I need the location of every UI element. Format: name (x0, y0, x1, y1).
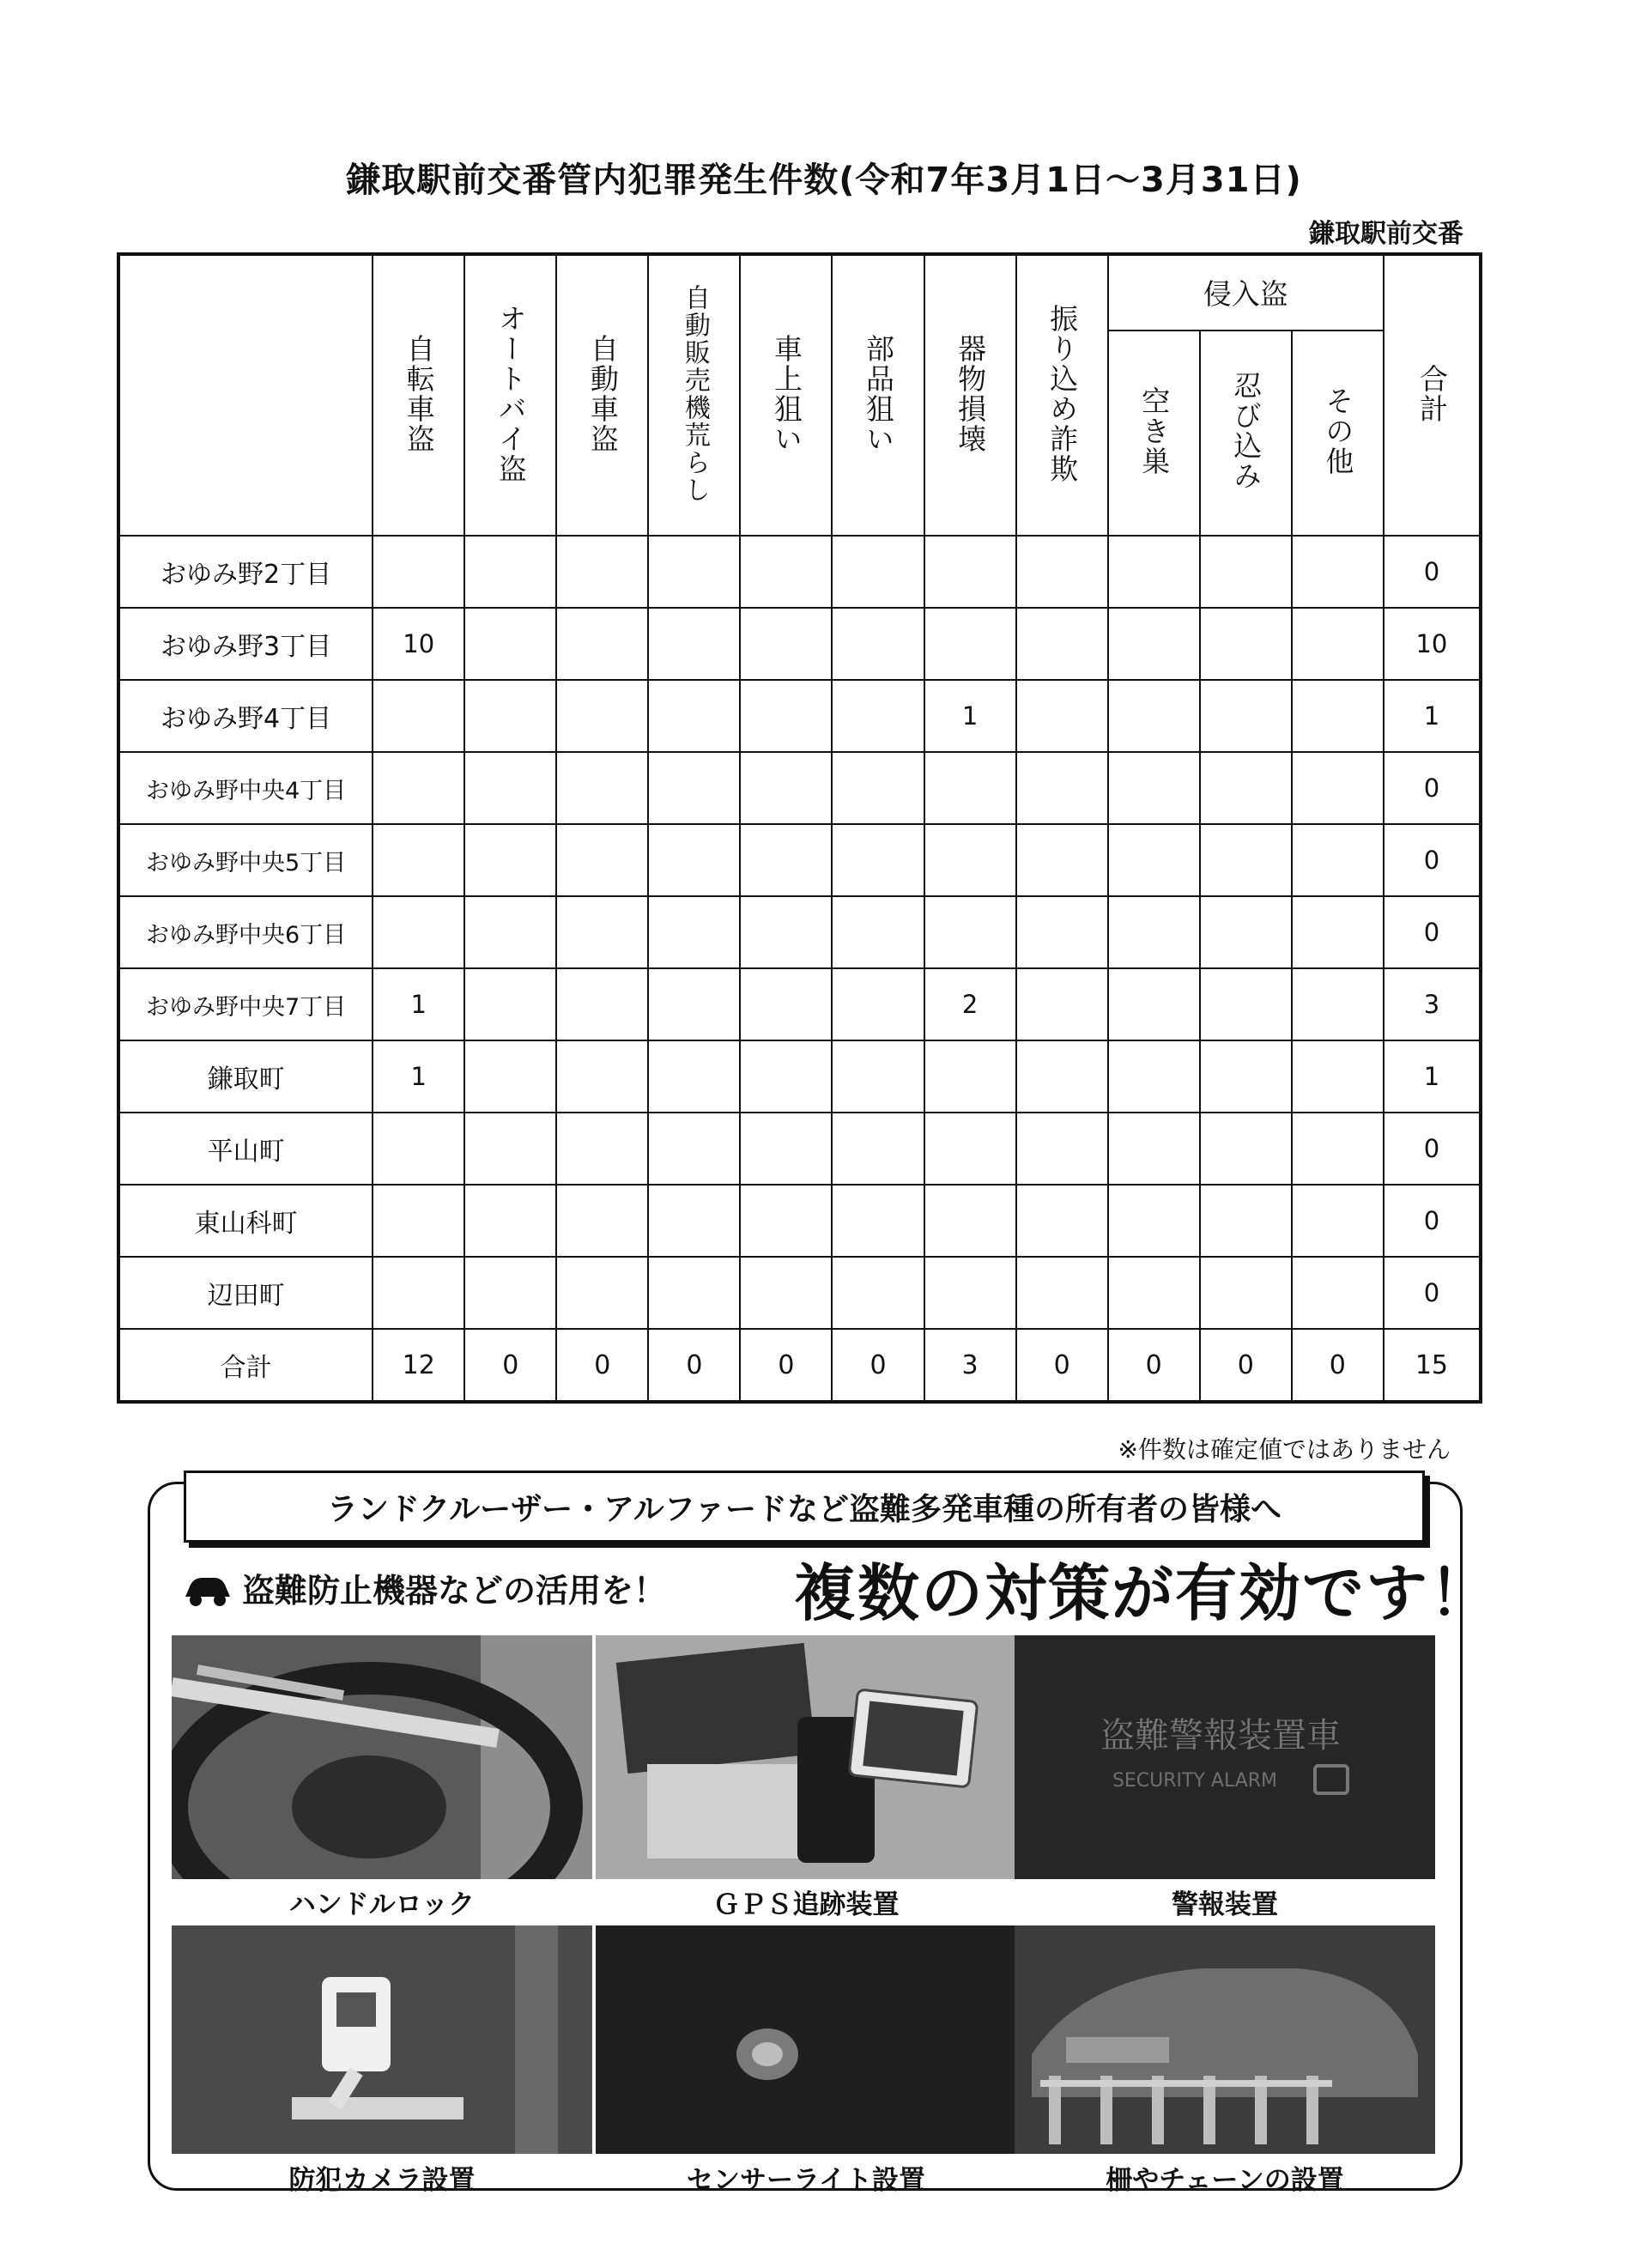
count-cell (1108, 824, 1200, 896)
page-title: 鎌取駅前交番管内犯罪発生件数(令和7年3月1日～3月31日) (346, 161, 1302, 200)
row-total-cell: 0 (1384, 536, 1481, 608)
flyer-headline: 複数の対策が有効です！ (794, 1557, 1494, 1629)
count-cell (1292, 968, 1384, 1040)
count-cell (556, 1185, 648, 1257)
area-name-cell: おゆみ野中央6丁目 (118, 896, 373, 968)
total-cell: 0 (556, 1329, 648, 1402)
count-cell (740, 896, 832, 968)
fence-chain-photo (1015, 1925, 1435, 2154)
count-cell (1292, 824, 1384, 896)
sublead-text: 盗難防止機器などの活用を！ (242, 1571, 667, 1610)
count-cell (832, 1257, 924, 1329)
count-cell (464, 608, 556, 680)
count-cell (556, 752, 648, 824)
caption-security-camera: 防犯カメラ設置 (288, 2165, 476, 2196)
count-cell: 1 (373, 1040, 464, 1113)
count-cell (648, 1040, 740, 1113)
total-cell: 0 (1200, 1329, 1292, 1402)
count-cell (464, 896, 556, 968)
count-cell (1108, 680, 1200, 752)
column-header: 器物損壊 (924, 254, 1016, 536)
alarm-sticker-subtext: SECURITY ALARM (1112, 1770, 1278, 1792)
row-total-cell: 3 (1384, 968, 1481, 1040)
row-total-cell: 0 (1384, 1113, 1481, 1185)
area-name-cell: おゆみ野4丁目 (118, 680, 373, 752)
count-cell (1292, 608, 1384, 680)
column-header: 振り込め詐欺 (1016, 254, 1108, 536)
gps-tracker-photo (596, 1635, 1016, 1879)
count-cell (1016, 608, 1108, 680)
count-cell (740, 824, 832, 896)
count-cell (373, 896, 464, 968)
caption-gps-tracker: ＧＰＳ追跡装置 (712, 1889, 900, 1920)
count-cell (556, 968, 648, 1040)
total-cell: 0 (464, 1329, 556, 1402)
count-cell (1016, 752, 1108, 824)
count-cell (373, 536, 464, 608)
table-row (118, 680, 1481, 752)
table-row (118, 1185, 1481, 1257)
area-name-cell: 平山町 (118, 1113, 373, 1185)
count-cell (1200, 968, 1292, 1040)
count-cell (1016, 1185, 1108, 1257)
count-cell (1200, 1257, 1292, 1329)
count-cell (556, 896, 648, 968)
crime-count-table (117, 252, 1482, 1404)
table-row (118, 1257, 1481, 1329)
count-cell (373, 1257, 464, 1329)
table-row (118, 608, 1481, 680)
count-cell (1200, 752, 1292, 824)
count-cell (1016, 1113, 1108, 1185)
count-cell: 10 (373, 608, 464, 680)
caption-security-alarm: 警報装置 (1172, 1889, 1278, 1920)
table-row (118, 824, 1481, 896)
area-name-cell: 東山科町 (118, 1185, 373, 1257)
count-cell (1016, 896, 1108, 968)
count-cell (924, 536, 1016, 608)
count-cell (924, 1185, 1016, 1257)
totals-row (118, 1329, 1481, 1402)
total-cell: 0 (1016, 1329, 1108, 1402)
count-cell (740, 536, 832, 608)
count-cell (648, 680, 740, 752)
count-cell (740, 1185, 832, 1257)
corner-header-cell (118, 254, 373, 536)
count-cell (832, 968, 924, 1040)
count-cell (832, 608, 924, 680)
count-cell (1108, 1185, 1200, 1257)
count-cell (648, 968, 740, 1040)
area-name-cell: おゆみ野中央5丁目 (118, 824, 373, 896)
total-cell: 0 (1292, 1329, 1384, 1402)
count-cell (1292, 536, 1384, 608)
count-cell (373, 824, 464, 896)
count-cell (832, 1040, 924, 1113)
flyer-sublead (182, 1564, 666, 1611)
count-cell (464, 536, 556, 608)
disclaimer-note: ※件数は確定値ではありません (1118, 1435, 1451, 1464)
count-cell (1200, 1040, 1292, 1113)
count-cell (648, 1113, 740, 1185)
count-cell (832, 680, 924, 752)
total-cell: 0 (740, 1329, 832, 1402)
count-cell (740, 1113, 832, 1185)
count-cell (464, 1185, 556, 1257)
count-cell (1292, 1113, 1384, 1185)
count-cell (924, 1040, 1016, 1113)
column-header: オートバイ盗 (464, 254, 556, 536)
table-row (118, 752, 1481, 824)
count-cell (464, 752, 556, 824)
column-header: 部品狙い (832, 254, 924, 536)
count-cell (464, 824, 556, 896)
count-cell (832, 1113, 924, 1185)
security-camera-photo (172, 1925, 592, 2154)
grand-total-cell: 15 (1384, 1329, 1481, 1402)
count-cell (1292, 1185, 1384, 1257)
count-cell (648, 608, 740, 680)
count-cell (1200, 1185, 1292, 1257)
table-row (118, 1040, 1481, 1113)
area-name-cell: おゆみ野3丁目 (118, 608, 373, 680)
count-cell (556, 824, 648, 896)
area-name-cell: おゆみ野中央7丁目 (118, 968, 373, 1040)
count-cell (1108, 968, 1200, 1040)
count-cell (832, 896, 924, 968)
organization-name: 鎌取駅前交番 (1309, 219, 1463, 249)
area-name-cell: 鎌取町 (118, 1040, 373, 1113)
count-cell: 1 (924, 680, 1016, 752)
total-cell: 0 (832, 1329, 924, 1402)
count-cell (464, 1113, 556, 1185)
count-cell (1292, 752, 1384, 824)
steering-lock-photo (172, 1635, 592, 1879)
count-cell (556, 536, 648, 608)
row-total-cell: 0 (1384, 752, 1481, 824)
count-cell (1292, 896, 1384, 968)
count-cell (832, 536, 924, 608)
count-cell (648, 824, 740, 896)
count-cell (1016, 1257, 1108, 1329)
row-total-cell: 1 (1384, 680, 1481, 752)
count-cell (556, 608, 648, 680)
count-cell (464, 968, 556, 1040)
area-name-cell: おゆみ野中央4丁目 (118, 752, 373, 824)
count-cell (648, 896, 740, 968)
sensor-light-photo (596, 1925, 1016, 2154)
count-cell (924, 608, 1016, 680)
count-cell (924, 1257, 1016, 1329)
table-row (118, 1113, 1481, 1185)
area-name-cell: 辺田町 (118, 1257, 373, 1329)
count-cell (648, 1185, 740, 1257)
count-cell (556, 1257, 648, 1329)
count-cell (740, 608, 832, 680)
count-cell (1200, 1113, 1292, 1185)
column-header: 自動販売機荒らし (648, 254, 740, 536)
row-total-cell: 0 (1384, 896, 1481, 968)
count-cell (1200, 824, 1292, 896)
count-cell: 2 (924, 968, 1016, 1040)
count-cell (464, 1040, 556, 1113)
count-cell (740, 1257, 832, 1329)
count-cell (373, 1185, 464, 1257)
count-cell: 1 (373, 968, 464, 1040)
count-cell (1108, 608, 1200, 680)
count-cell (648, 1257, 740, 1329)
total-column-header: 合計 (1384, 254, 1481, 536)
count-cell (1292, 1257, 1384, 1329)
count-cell (1108, 896, 1200, 968)
column-header: 自動車盗 (556, 254, 648, 536)
row-total-cell: 10 (1384, 608, 1481, 680)
count-cell (924, 824, 1016, 896)
count-cell (832, 824, 924, 896)
count-cell (832, 752, 924, 824)
car-icon (182, 1568, 233, 1609)
count-cell (556, 1040, 648, 1113)
caption-steering-lock: ハンドルロック (288, 1889, 476, 1920)
total-cell: 12 (373, 1329, 464, 1402)
count-cell (556, 1113, 648, 1185)
intrusion-group-header: 侵入盗 (1108, 254, 1384, 330)
count-cell (1016, 968, 1108, 1040)
row-total-cell: 0 (1384, 824, 1481, 896)
table-row (118, 968, 1481, 1040)
count-cell (373, 752, 464, 824)
count-cell (1200, 896, 1292, 968)
alarm-sticker-text: 盗難警報装置車 (1100, 1716, 1341, 1756)
count-cell (1108, 752, 1200, 824)
count-cell (1200, 680, 1292, 752)
count-cell (1108, 1040, 1200, 1113)
count-cell (464, 1257, 556, 1329)
count-cell (464, 680, 556, 752)
count-cell (1016, 824, 1108, 896)
count-cell (832, 1185, 924, 1257)
count-cell (1108, 1113, 1200, 1185)
count-cell (740, 680, 832, 752)
count-cell (648, 536, 740, 608)
count-cell (1108, 1257, 1200, 1329)
count-cell (1200, 608, 1292, 680)
count-cell (1292, 1040, 1384, 1113)
column-header: 車上狙い (740, 254, 832, 536)
area-name-cell: おゆみ野2丁目 (118, 536, 373, 608)
count-cell (373, 1113, 464, 1185)
totals-label: 合計 (118, 1329, 373, 1402)
column-header: 自転車盗 (373, 254, 464, 536)
row-total-cell: 1 (1384, 1040, 1481, 1113)
count-cell (740, 752, 832, 824)
count-cell (556, 680, 648, 752)
column-header: 空き巣 (1108, 330, 1200, 536)
table-row (118, 536, 1481, 608)
row-total-cell: 0 (1384, 1185, 1481, 1257)
count-cell (1108, 536, 1200, 608)
table-row (118, 896, 1481, 968)
row-total-cell: 0 (1384, 1257, 1481, 1329)
total-cell: 0 (648, 1329, 740, 1402)
total-cell: 0 (1108, 1329, 1200, 1402)
count-cell (1292, 680, 1384, 752)
count-cell (1016, 1040, 1108, 1113)
column-header: その他 (1292, 330, 1384, 536)
column-header: 忍び込み (1200, 330, 1292, 536)
caption-fence-chain: 柵やチェーンの設置 (1106, 2165, 1344, 2196)
count-cell (373, 680, 464, 752)
total-cell: 3 (924, 1329, 1016, 1402)
count-cell (648, 752, 740, 824)
count-cell (924, 752, 1016, 824)
count-cell (1200, 536, 1292, 608)
flyer-banner: ランドクルーザー・アルファードなど盗難多発車種の所有者の皆様へ (184, 1471, 1425, 1543)
count-cell (924, 896, 1016, 968)
caption-sensor-light: センサーライト設置 (686, 2165, 926, 2196)
count-cell (924, 1113, 1016, 1185)
count-cell (1016, 680, 1108, 752)
count-cell (740, 1040, 832, 1113)
count-cell (740, 968, 832, 1040)
count-cell (1016, 536, 1108, 608)
security-alarm-photo (1015, 1635, 1435, 1879)
